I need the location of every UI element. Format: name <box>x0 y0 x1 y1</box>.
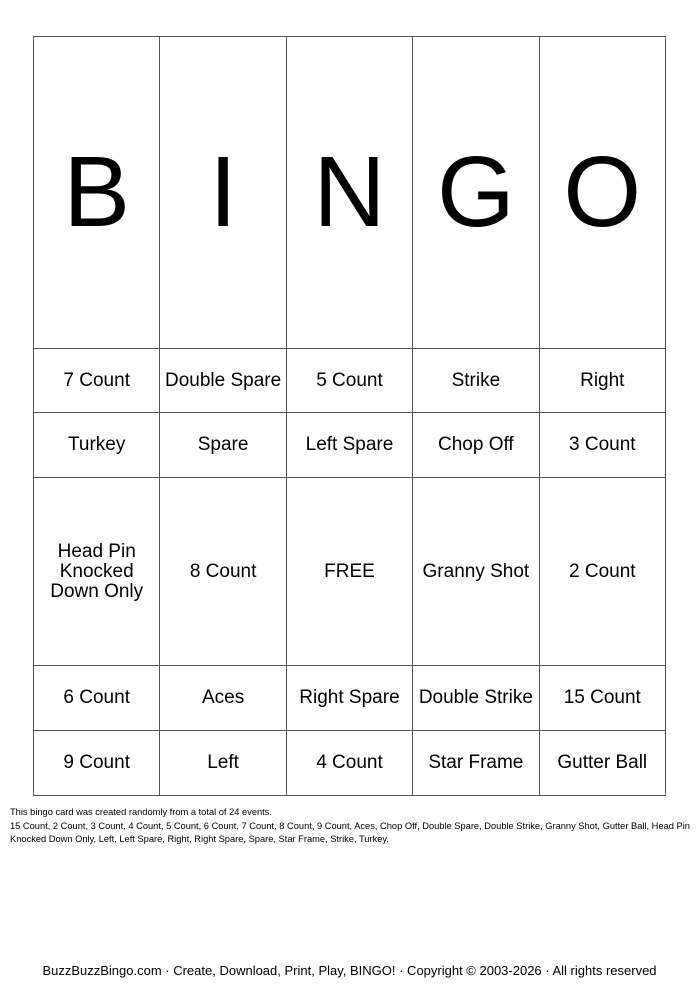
bingo-card <box>33 36 666 796</box>
card-info-note <box>10 806 690 847</box>
header-letter-o: O <box>539 37 665 349</box>
bingo-cell: Double Strike <box>413 666 539 731</box>
bingo-cell: Right Spare <box>286 666 412 731</box>
bingo-cell: Turkey <box>34 413 160 478</box>
page-footer: BuzzBuzzBingo.com · Create, Download, Print, Play, BINGO! · Copyright © 2003-2026 · All rights reserved <box>42 963 657 978</box>
bingo-free-space: FREE <box>286 478 412 666</box>
bingo-cell: 3 Count <box>539 413 665 478</box>
card-event-list: 15 Count, 2 Count, 3 Count, 4 Count, 5 Count, 6 Count, 7 Count, 8 Count, 9 Count, Aces, Chop Off, Double Spare, Double Strike, Granny Shot, Gutter Ball, Head Pin Knocked Down Only, Left, Left Spare, Right, Right Spare, Spare, Star Frame, Strike, Turkey. <box>10 820 690 844</box>
bingo-cell: 15 Count <box>539 666 665 731</box>
bingo-row <box>34 413 666 478</box>
bingo-cell: Gutter Ball <box>539 731 665 796</box>
card-info-summary: This bingo card was created randomly from a total of 24 events. <box>10 807 272 817</box>
bingo-row <box>34 731 666 796</box>
header-letter-b: B <box>34 37 160 349</box>
bingo-cell: Granny Shot <box>413 478 539 666</box>
bingo-row <box>34 666 666 731</box>
header-letter-g: G <box>413 37 539 349</box>
header-letter-i: I <box>160 37 286 349</box>
bingo-header-row <box>34 37 666 349</box>
bingo-cell: Chop Off <box>413 413 539 478</box>
bingo-cell: 8 Count <box>160 478 286 666</box>
bingo-row <box>34 348 666 413</box>
bingo-cell: Head Pin Knocked Down Only <box>34 478 160 666</box>
bingo-cell: Spare <box>160 413 286 478</box>
header-letter-n: N <box>286 37 412 349</box>
bingo-cell: Aces <box>160 666 286 731</box>
bingo-cell: Right <box>539 348 665 413</box>
bingo-cell: Double Spare <box>160 348 286 413</box>
bingo-cell: 5 Count <box>286 348 412 413</box>
bingo-cell: 2 Count <box>539 478 665 666</box>
bingo-cell: Star Frame <box>413 731 539 796</box>
bingo-cell: Strike <box>413 348 539 413</box>
bingo-cell: 9 Count <box>34 731 160 796</box>
bingo-cell: 6 Count <box>34 666 160 731</box>
bingo-cell: Left <box>160 731 286 796</box>
bingo-row <box>34 478 666 666</box>
bingo-cell: Left Spare <box>286 413 412 478</box>
bingo-cell: 7 Count <box>34 348 160 413</box>
bingo-cell: 4 Count <box>286 731 412 796</box>
